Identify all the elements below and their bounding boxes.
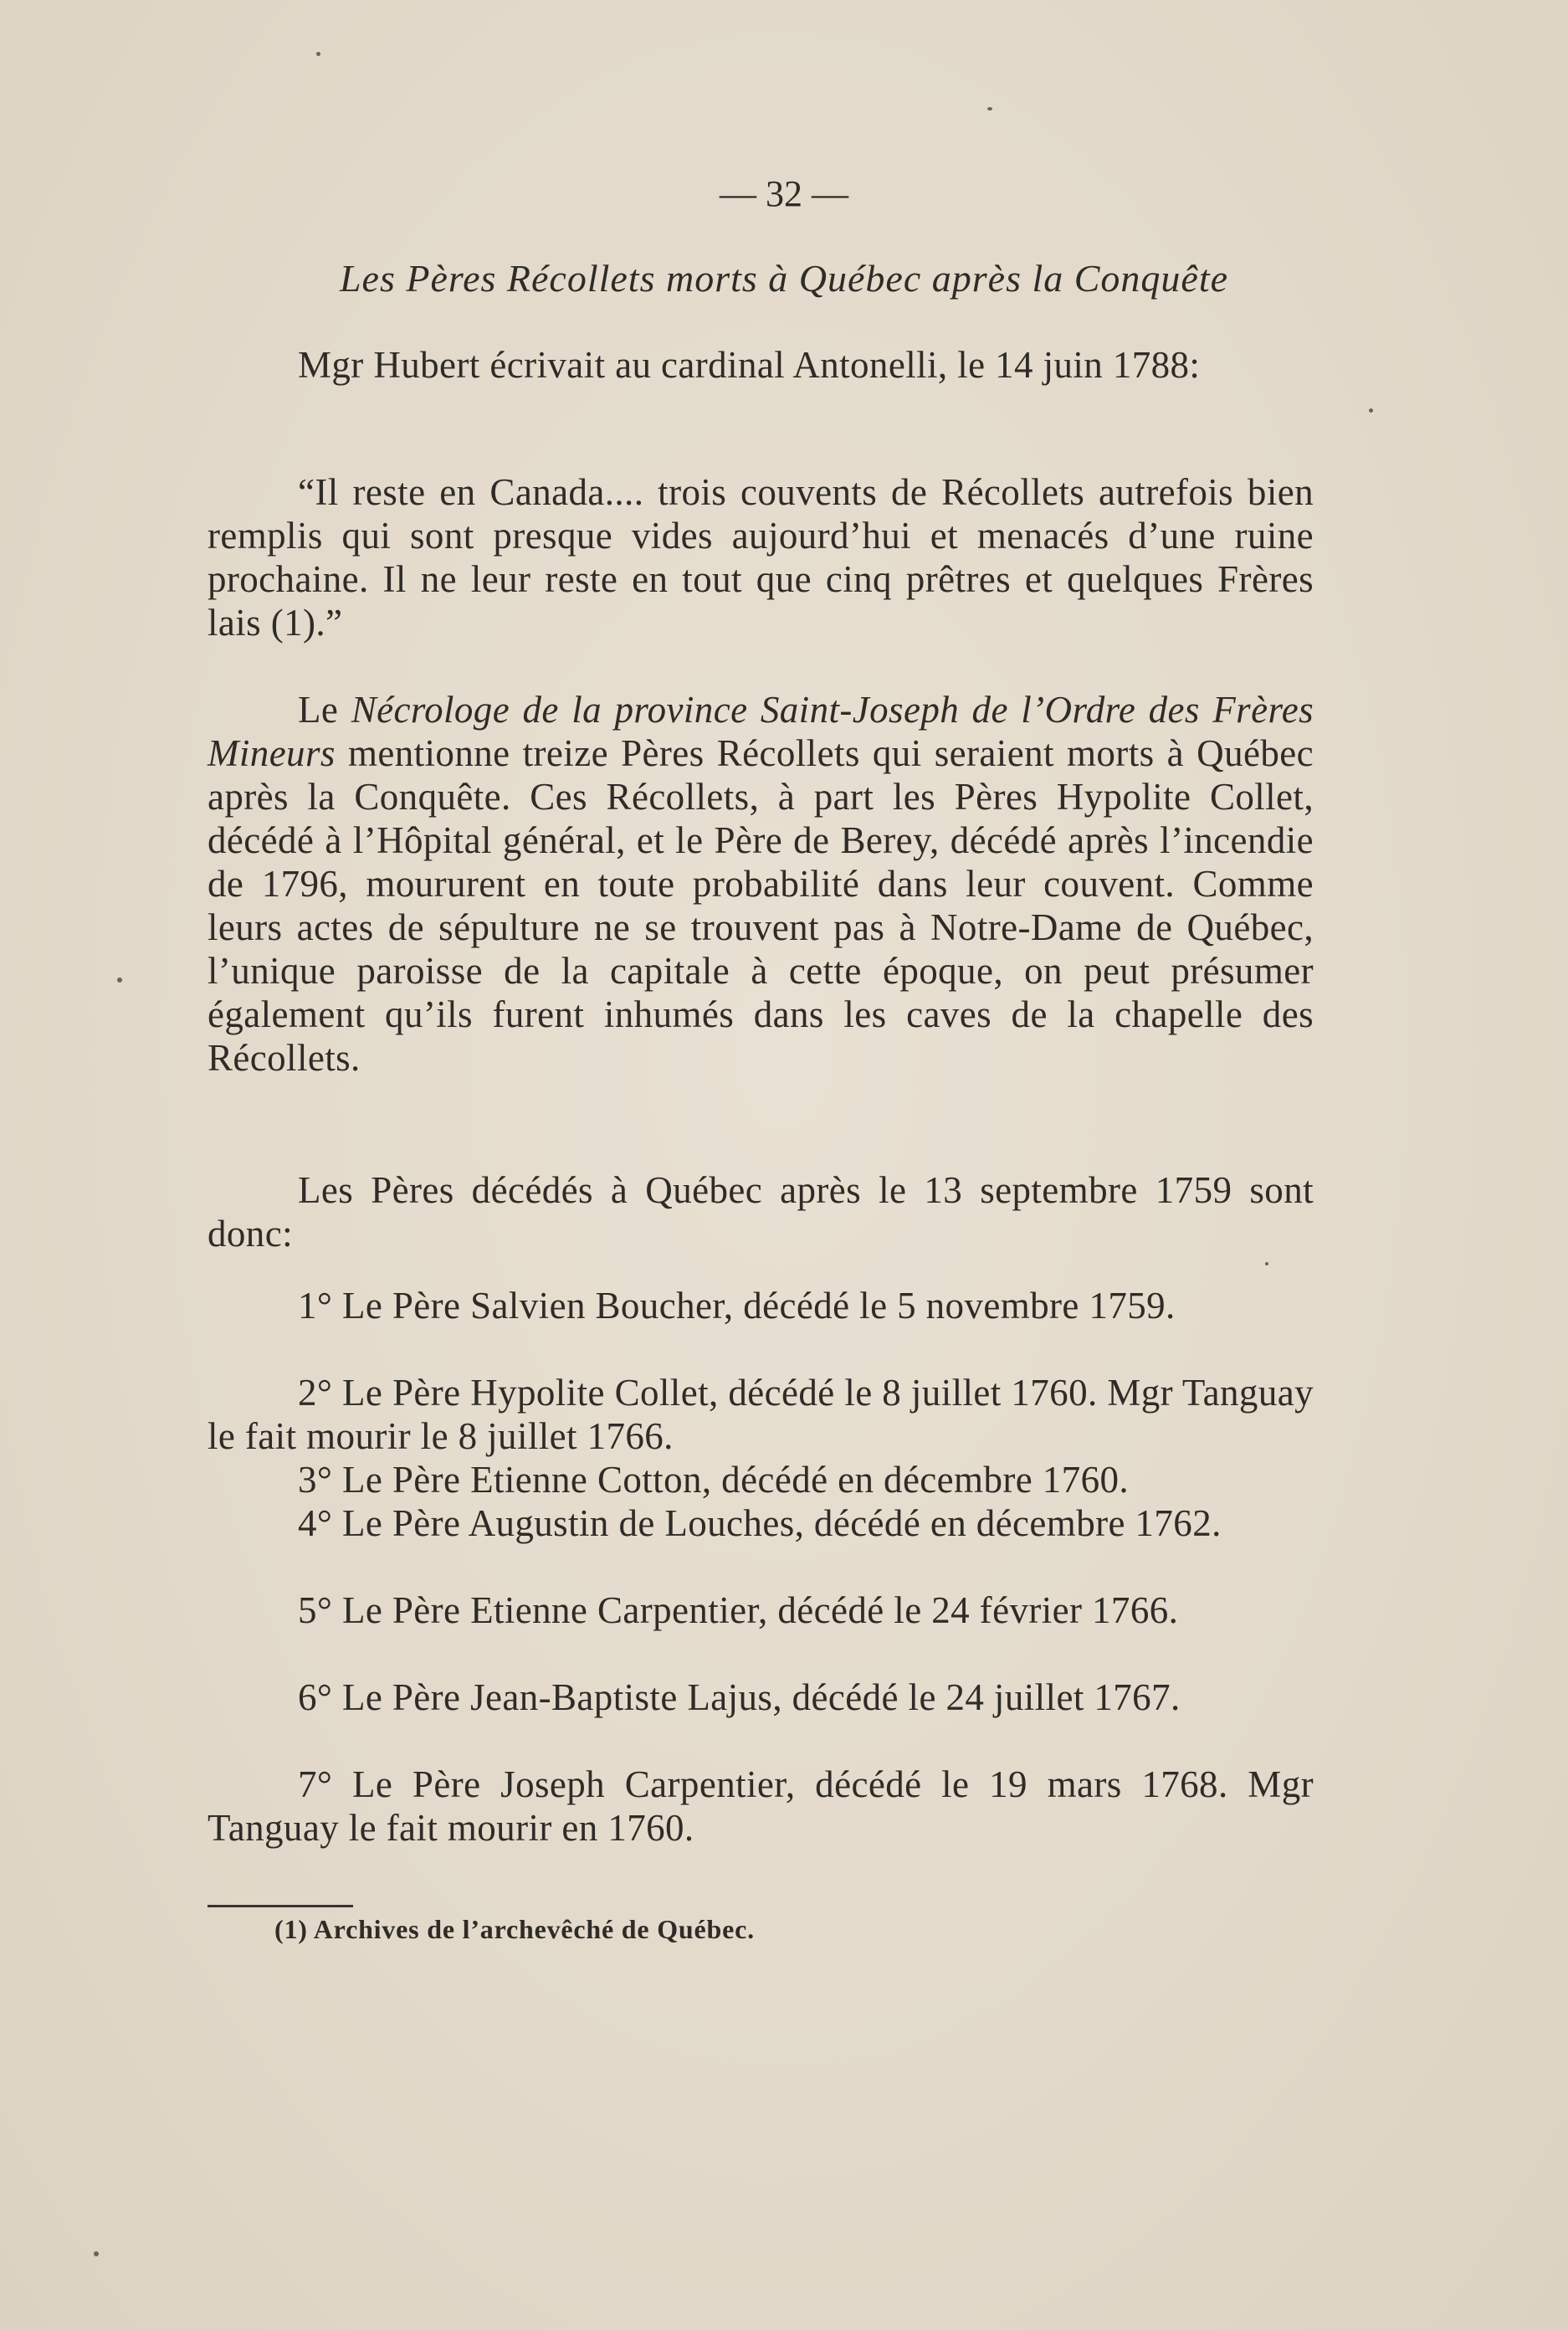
paper-speck <box>1265 1262 1268 1265</box>
paper-speck <box>117 978 122 983</box>
paragraph-necrologe <box>208 688 1314 1080</box>
list-item-1: 1° Le Père Salvien Boucher, décédé le 5 novembre 1759. <box>298 1285 1176 1327</box>
paper-speck <box>1369 408 1373 413</box>
paper-speck <box>987 107 992 110</box>
footnote-divider <box>208 1905 353 1907</box>
necrologe-title: Nécrologe de la province Saint-Joseph de l’Ordre des Frères Mineurs <box>208 689 1314 774</box>
paper-speck <box>94 2251 99 2256</box>
list-item-2: 2° Le Père Hypolite Collet, décédé le 8 juillet 1760. Mgr Tanguay le fait mourir le 8 juillet 1766. <box>208 1372 1314 1457</box>
list-item-7: 7° Le Père Joseph Carpentier, décédé le 19 mars 1768. Mgr Tanguay le fait mourir en 1760. <box>208 1763 1314 1849</box>
paragraph-list-intro: Les Pères décédés à Québec après le 13 septembre 1759 sont donc: <box>208 1169 1314 1255</box>
list-item-5: 5° Le Père Etienne Carpentier, décédé le 24 février 1766. <box>298 1589 1179 1631</box>
paragraph-hubert: Mgr Hubert écrivait au cardinal Antonelli, le 14 juin 1788: <box>298 344 1201 386</box>
necrologe-lead: Le <box>298 689 351 731</box>
list-item-3: 3° Le Père Etienne Cotton, décédé en décembre 1760. <box>298 1459 1130 1501</box>
chapter-title: Les Pères Récollets morts à Québec après la Conquête <box>339 257 1229 300</box>
list-item-4: 4° Le Père Augustin de Louches, décédé en décembre 1762. <box>298 1502 1222 1544</box>
footnote: (1) Archives de l’archevêché de Québec. <box>274 1914 755 1944</box>
page-number: — 32 — <box>720 173 848 214</box>
paragraph-quote: “Il reste en Canada.... trois couvents de Récollets autrefois bien remplis qui sont presque vides aujourd’hui et menacés d’une ruine prochaine. Il ne leur reste en tout que cinq prêtres et quelques Frères lais (1).” <box>208 471 1314 644</box>
list-item-6: 6° Le Père Jean-Baptiste Lajus, décédé le 24 juillet 1767. <box>298 1676 1181 1718</box>
paper-speck <box>316 52 320 56</box>
necrologe-body: mentionne treize Pères Récollets qui seraient morts à Québec après la Conquête. Ces Récollets, à part les Pères Hypolite Collet, décédé à l’Hôpital général, et le Père de Berey, décédé après l’incendie de 1796, moururent en toute probabilité dans leur couvent. Comme leurs actes de sépulture ne se trouvent pas à Notre-Dame de Québec, l’unique paroisse de la capitale à cette époque, on peut présumer également qu’ils furent inhumés dans les caves de la chapelle des Récollets. <box>208 732 1314 1079</box>
